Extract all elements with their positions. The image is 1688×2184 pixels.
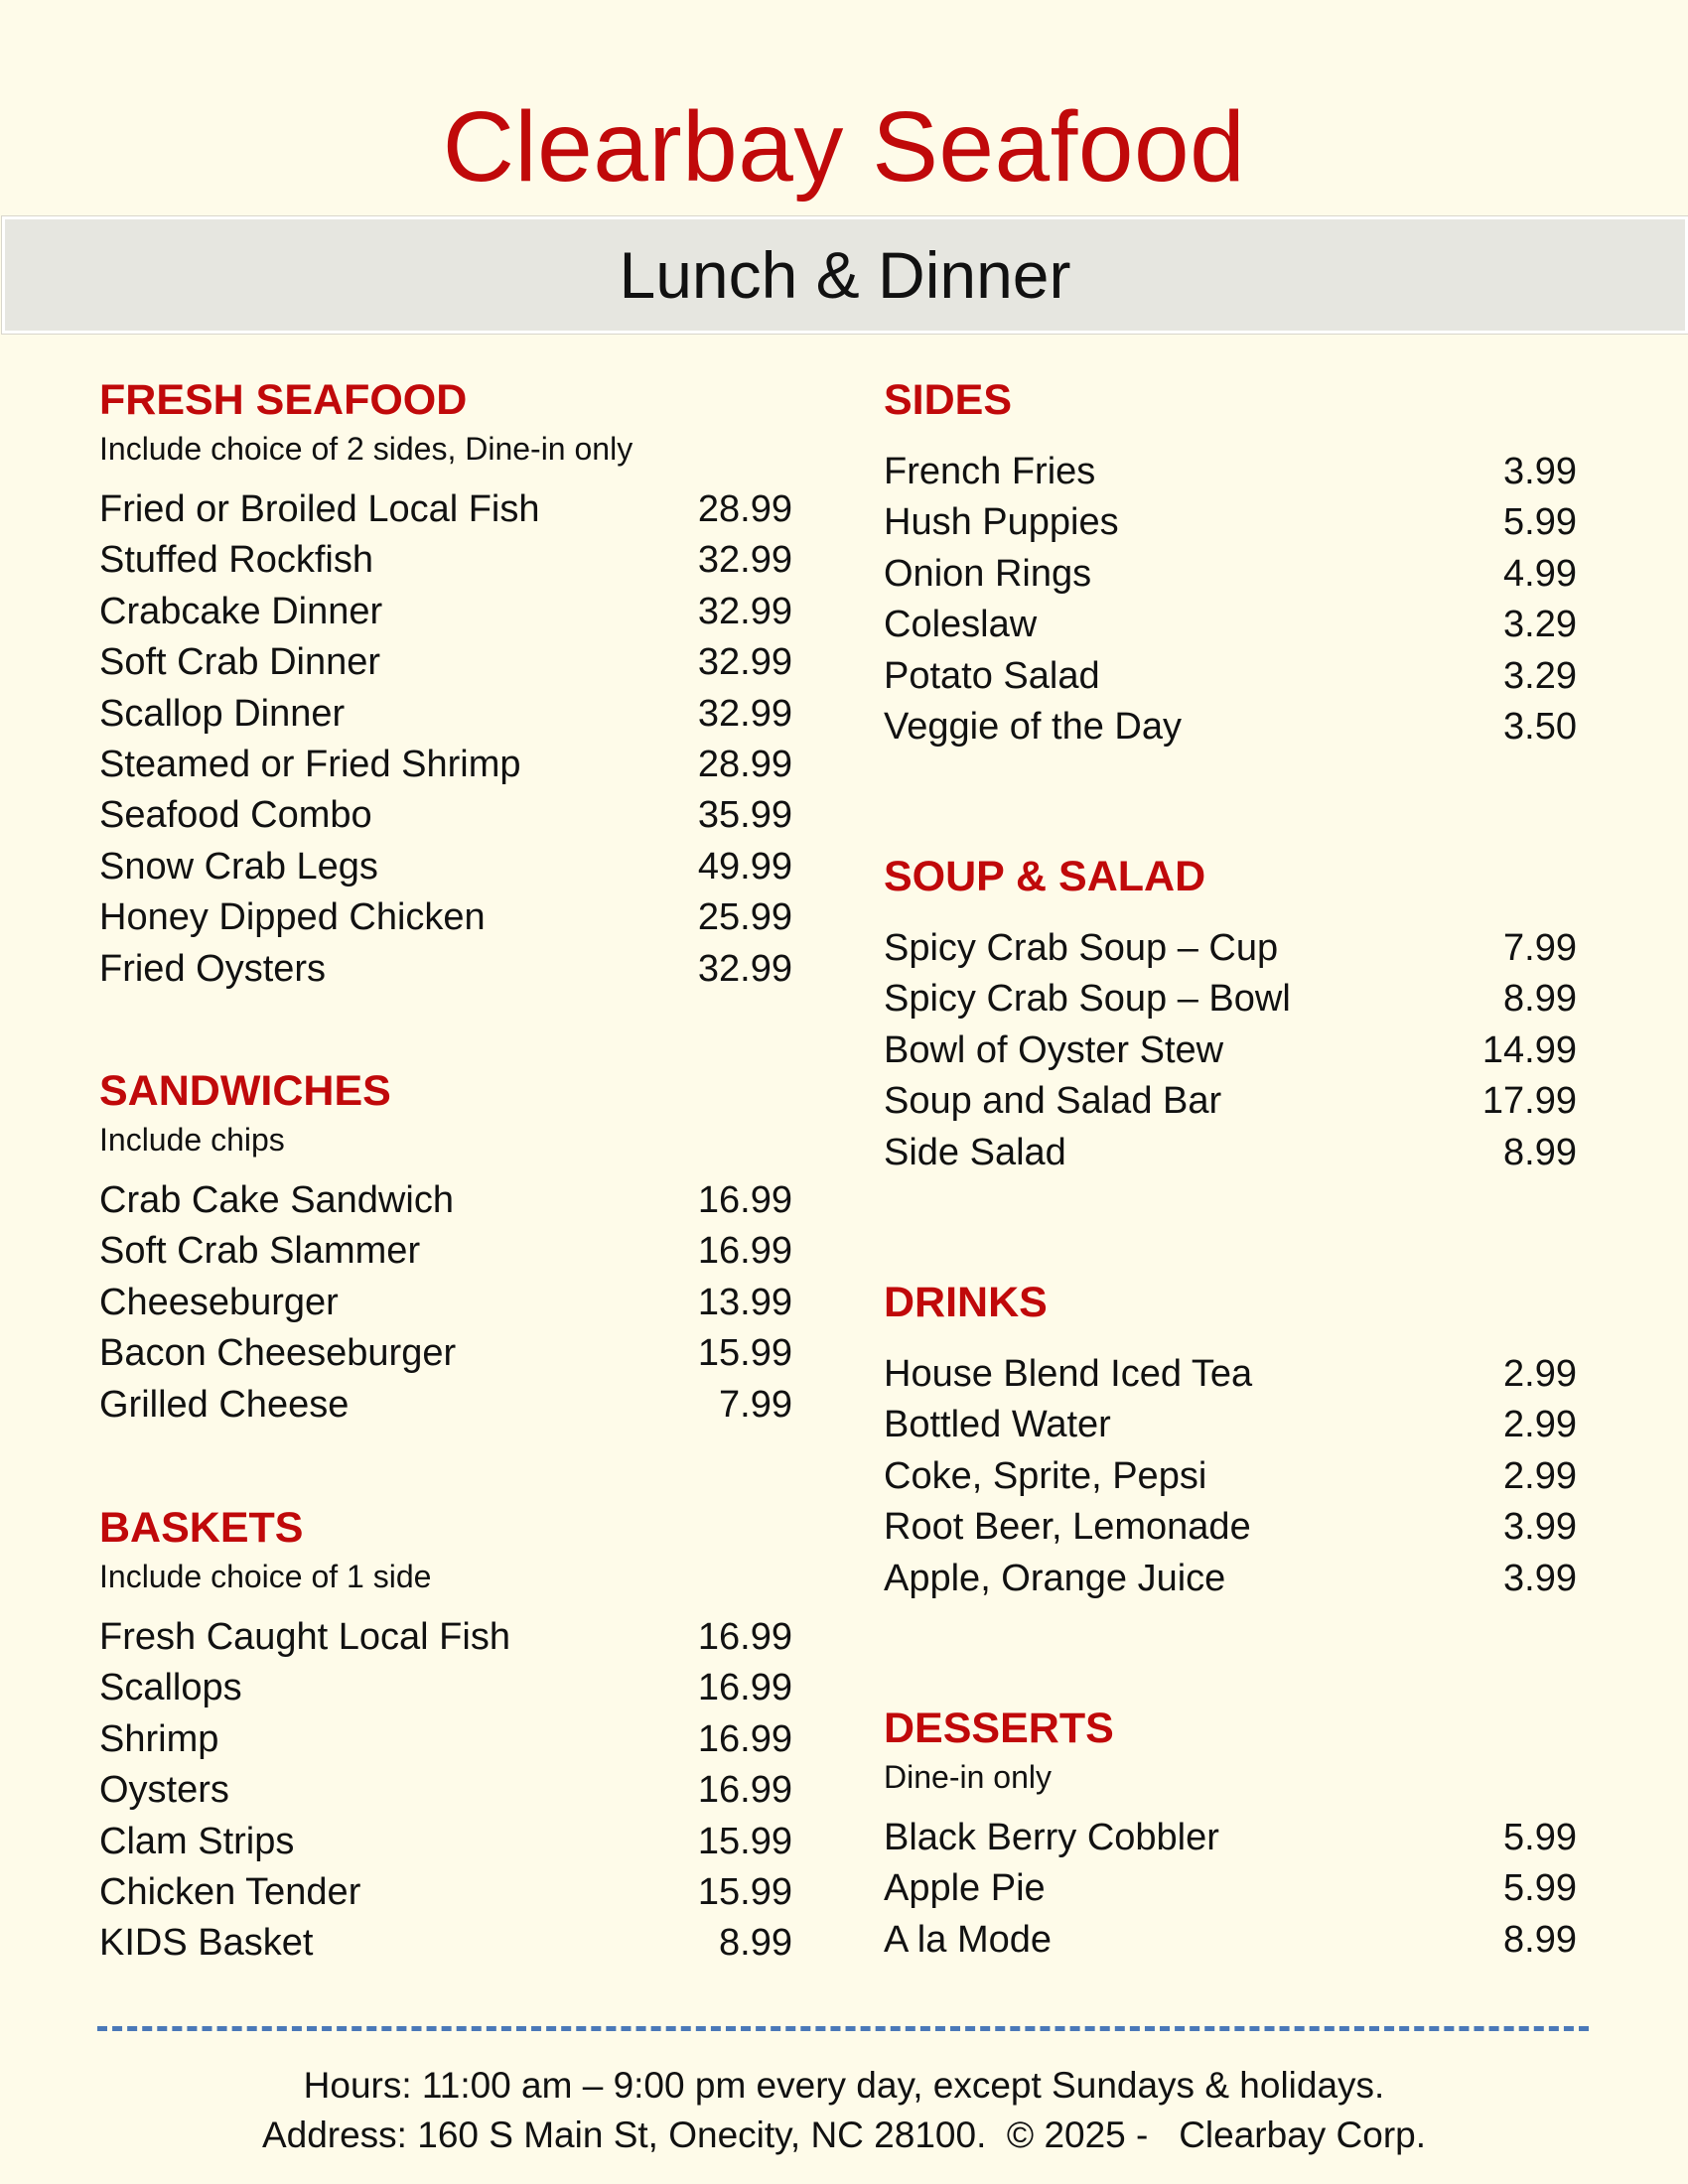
menu-item bbox=[99, 1175, 792, 1226]
menu-item-name: Scallops bbox=[99, 1667, 242, 1709]
menu-item-price: 32.99 bbox=[697, 590, 792, 632]
menu-item-name: Fresh Caught Local Fish bbox=[99, 1616, 510, 1658]
menu-item-price: 15.99 bbox=[697, 1332, 792, 1375]
section-title: SIDES bbox=[884, 376, 1013, 424]
menu-item-name: KIDS Basket bbox=[99, 1922, 314, 1965]
menu-item bbox=[884, 1451, 1577, 1502]
menu-item-price: 8.99 bbox=[1503, 1131, 1577, 1173]
menu-item-name: Fried Oysters bbox=[99, 947, 327, 990]
menu-item-price: 3.99 bbox=[1503, 1557, 1577, 1599]
footer-address: Address: 160 S Main St, Onecity, NC 28100. © 2025 - Clearbay Corp. bbox=[261, 2115, 1427, 2155]
menu-item-price: 3.50 bbox=[1503, 705, 1577, 748]
menu-item-name: Bowl of Oyster Stew bbox=[884, 1028, 1224, 1071]
section-sides bbox=[884, 375, 1577, 852]
menu-item bbox=[884, 702, 1577, 752]
menu-item bbox=[99, 1612, 792, 1663]
menu-item-price: 3.99 bbox=[1503, 1506, 1577, 1549]
menu-item bbox=[884, 1400, 1577, 1450]
menu-item bbox=[884, 1349, 1577, 1400]
menu-item-name: Spicy Crab Soup – Bowl bbox=[884, 978, 1291, 1021]
section-desserts bbox=[884, 1704, 1577, 1966]
menu-item-price: 14.99 bbox=[1481, 1028, 1577, 1071]
menu-item bbox=[99, 1328, 792, 1379]
menu-item-name: Chicken Tender bbox=[99, 1870, 361, 1913]
menu-item-name: Scallop Dinner bbox=[99, 692, 346, 735]
menu-item-price: 3.29 bbox=[1503, 604, 1577, 646]
menu-item bbox=[99, 637, 792, 688]
menu-item bbox=[99, 1663, 792, 1713]
menu-item bbox=[99, 740, 792, 790]
menu-item bbox=[884, 447, 1577, 497]
menu-item-name: Black Berry Cobbler bbox=[884, 1817, 1219, 1858]
menu-item-name: Root Beer, Lemonade bbox=[884, 1506, 1251, 1549]
left-column bbox=[99, 375, 792, 1970]
menu-subtitle-band bbox=[2, 216, 1688, 334]
menu-item bbox=[884, 1863, 1577, 1914]
menu-item-name: Soft Crab Dinner bbox=[99, 641, 381, 684]
menu-item bbox=[99, 944, 792, 995]
menu-item-name: Crabcake Dinner bbox=[99, 590, 383, 632]
menu-item bbox=[99, 1918, 792, 1969]
menu-item-name: Clam Strips bbox=[99, 1820, 295, 1862]
restaurant-title: Clearbay Seafood bbox=[442, 91, 1246, 203]
menu-item-name: Steamed or Fried Shrimp bbox=[99, 743, 521, 785]
menu-item bbox=[99, 1817, 792, 1867]
menu-item bbox=[884, 1076, 1577, 1127]
menu-item bbox=[884, 497, 1577, 548]
menu-item-name: Coke, Sprite, Pepsi bbox=[884, 1454, 1207, 1497]
menu-item bbox=[99, 484, 792, 535]
menu-item-price: 49.99 bbox=[697, 845, 792, 887]
menu-item bbox=[884, 1915, 1577, 1966]
menu-item-price: 32.99 bbox=[697, 641, 792, 684]
menu-item bbox=[884, 549, 1577, 600]
section-title: FRESH SEAFOOD bbox=[99, 376, 468, 424]
menu-item-name: Shrimp bbox=[99, 1717, 219, 1760]
menu-item-price: 28.99 bbox=[697, 743, 792, 785]
menu-item-price: 8.99 bbox=[719, 1922, 792, 1965]
menu-item-name: Veggie of the Day bbox=[884, 705, 1182, 748]
section-sandwiches bbox=[99, 1066, 792, 1503]
menu-item-name: Seafood Combo bbox=[99, 794, 372, 837]
menu-item bbox=[99, 1867, 792, 1918]
menu-item bbox=[884, 923, 1577, 974]
menu-item-name: Potato Salad bbox=[884, 654, 1100, 697]
menu-item-name: Grilled Cheese bbox=[99, 1383, 350, 1426]
right-column bbox=[884, 375, 1577, 1966]
menu-item-price: 5.99 bbox=[1503, 1817, 1577, 1858]
menu-item-list bbox=[884, 1813, 1577, 1966]
menu-item-price: 3.29 bbox=[1503, 654, 1577, 697]
menu-item-price: 32.99 bbox=[697, 947, 792, 990]
menu-item-name: Coleslaw bbox=[884, 604, 1038, 646]
menu-item-price: 2.99 bbox=[1503, 1454, 1577, 1497]
menu-item-price: 5.99 bbox=[1503, 1867, 1577, 1910]
menu-item-price: 16.99 bbox=[697, 1667, 792, 1709]
menu-item-list bbox=[99, 1175, 792, 1431]
menu-item-name: Apple, Orange Juice bbox=[884, 1557, 1226, 1599]
menu-item-name: Side Salad bbox=[884, 1131, 1066, 1173]
menu-item bbox=[884, 1502, 1577, 1553]
menu-item bbox=[884, 1025, 1577, 1076]
menu-item-name: Bottled Water bbox=[884, 1404, 1111, 1446]
menu-item bbox=[99, 1714, 792, 1765]
menu-item bbox=[884, 1813, 1577, 1863]
menu-item-price: 32.99 bbox=[697, 692, 792, 735]
menu-item-price: 35.99 bbox=[697, 794, 792, 837]
menu-item bbox=[99, 535, 792, 586]
menu-item-name: Onion Rings bbox=[884, 552, 1092, 595]
menu-item-list bbox=[884, 1349, 1577, 1604]
section-title: SANDWICHES bbox=[99, 1067, 391, 1115]
menu-item bbox=[99, 1380, 792, 1431]
section-title: SOUP & SALAD bbox=[884, 853, 1206, 900]
footer-hours: Hours: 11:00 am – 9:00 pm every day, except Sundays & holidays. bbox=[303, 2065, 1385, 2106]
menu-item-price: 7.99 bbox=[719, 1383, 792, 1426]
menu-item bbox=[99, 892, 792, 943]
menu-item-price: 16.99 bbox=[697, 1616, 792, 1658]
menu-item-price: 7.99 bbox=[1503, 927, 1577, 969]
menu-item-name: Stuffed Rockfish bbox=[99, 539, 374, 582]
section-title: DESSERTS bbox=[884, 1705, 1114, 1752]
section-baskets bbox=[99, 1503, 792, 1970]
menu-item-name: Fried or Broiled Local Fish bbox=[99, 488, 540, 530]
menu-item bbox=[884, 651, 1577, 702]
section-title: DRINKS bbox=[884, 1279, 1048, 1326]
section-soup-salad bbox=[884, 852, 1577, 1278]
menu-item-price: 8.99 bbox=[1503, 1918, 1577, 1961]
section-fresh-seafood bbox=[99, 375, 792, 1066]
menu-item-name: Spicy Crab Soup – Cup bbox=[884, 927, 1279, 969]
menu-item-price: 5.99 bbox=[1503, 501, 1577, 544]
menu-item-price: 2.99 bbox=[1503, 1353, 1577, 1395]
menu-item-price: 15.99 bbox=[697, 1820, 792, 1862]
menu-item-name: Soft Crab Slammer bbox=[99, 1230, 421, 1273]
menu-item-price: 16.99 bbox=[697, 1769, 792, 1812]
menu-item-price: 16.99 bbox=[697, 1230, 792, 1273]
menu-item-name: Snow Crab Legs bbox=[99, 845, 378, 887]
menu-item-price: 16.99 bbox=[697, 1717, 792, 1760]
menu-item-name: Apple Pie bbox=[884, 1867, 1046, 1910]
section-note: Dine-in only bbox=[884, 1759, 1052, 1795]
menu-item-list bbox=[99, 484, 792, 995]
menu-item-name: Crab Cake Sandwich bbox=[99, 1179, 454, 1221]
menu-item-price: 16.99 bbox=[697, 1179, 792, 1221]
menu-item-price: 13.99 bbox=[697, 1281, 792, 1323]
menu-item-price: 3.99 bbox=[1503, 451, 1577, 492]
menu-item-price: 4.99 bbox=[1503, 552, 1577, 595]
menu-subtitle: Lunch & Dinner bbox=[619, 238, 1071, 312]
menu-item-name: House Blend Iced Tea bbox=[884, 1353, 1253, 1395]
menu-item-price: 25.99 bbox=[697, 896, 792, 939]
section-note: Include choice of 1 side bbox=[99, 1559, 432, 1594]
menu-item-name: Oysters bbox=[99, 1769, 229, 1812]
menu-item-price: 28.99 bbox=[697, 488, 792, 530]
menu-item-name: Bacon Cheeseburger bbox=[99, 1332, 457, 1375]
section-note: Include chips bbox=[99, 1122, 285, 1158]
menu-item-price: 2.99 bbox=[1503, 1404, 1577, 1446]
section-title: BASKETS bbox=[99, 1504, 304, 1552]
menu-item-name: Honey Dipped Chicken bbox=[99, 896, 486, 939]
menu-item-name: Hush Puppies bbox=[884, 501, 1119, 544]
menu-item-list bbox=[884, 923, 1577, 1178]
menu-item-name: French Fries bbox=[884, 451, 1096, 492]
menu-item-name: Cheeseburger bbox=[99, 1281, 339, 1323]
menu-item bbox=[99, 587, 792, 637]
menu-item bbox=[99, 1278, 792, 1328]
section-note: Include choice of 2 sides, Dine-in only bbox=[99, 431, 633, 467]
menu-item bbox=[99, 689, 792, 740]
menu-item-price: 17.99 bbox=[1481, 1080, 1577, 1123]
menu-item bbox=[884, 1128, 1577, 1178]
menu-item-list bbox=[99, 1612, 792, 1970]
menu-item-price: 15.99 bbox=[697, 1870, 792, 1913]
menu-item-price: 32.99 bbox=[697, 539, 792, 582]
menu-item-name: Soup and Salad Bar bbox=[884, 1080, 1222, 1123]
menu-item bbox=[99, 790, 792, 841]
footer-divider bbox=[97, 2026, 1589, 2031]
menu-item bbox=[99, 1226, 792, 1277]
menu-item bbox=[884, 600, 1577, 650]
menu-item bbox=[884, 1554, 1577, 1604]
menu-item-price: 8.99 bbox=[1503, 978, 1577, 1021]
menu-item-name: A la Mode bbox=[884, 1918, 1052, 1961]
menu-item-list bbox=[884, 447, 1577, 752]
section-drinks bbox=[884, 1278, 1577, 1704]
menu-item bbox=[99, 1765, 792, 1816]
menu-item bbox=[99, 842, 792, 892]
menu-item bbox=[884, 974, 1577, 1024]
